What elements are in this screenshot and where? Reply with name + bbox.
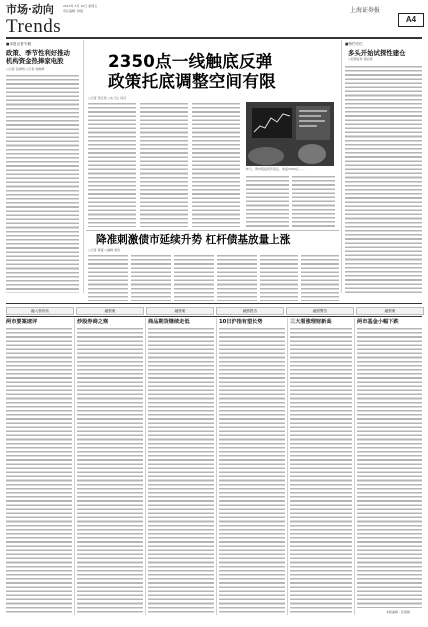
right-headline: 多头开始试探性建仓 [348, 49, 406, 57]
column-divider [354, 318, 355, 615]
second-body-col6 [301, 255, 339, 301]
editor-line: 责任编辑: 钟国 [63, 9, 83, 13]
section-label: 融资报告 [216, 307, 284, 315]
section-title-en: Trends [6, 16, 62, 37]
lead-headline-1: 2350点一线触底反弹 [108, 52, 273, 71]
bottom-headline: 10日沪指有望长势 [219, 319, 263, 325]
column-divider [216, 318, 217, 615]
left-body-text [6, 75, 79, 293]
second-byline: ○记者 黄蕾 ○编辑 黄浩 [88, 248, 121, 252]
bottom-headline: 商品期货继续走低 [148, 319, 190, 325]
lead-headline-2: 政策托底调整空间有限 [108, 72, 276, 91]
second-headline: 降准刺激债市延续升势 杠杆债基放量上涨 [96, 234, 291, 246]
lead-body-col4 [246, 176, 289, 227]
story-divider [86, 230, 339, 231]
bottom-body [77, 328, 143, 615]
second-body-col1 [88, 255, 128, 301]
lead-body-col5 [292, 176, 335, 227]
column-divider [74, 318, 75, 615]
section-label: 融资案 [76, 307, 144, 315]
bottom-headline: 两市基金小幅下跌 [357, 319, 399, 325]
left-headline: 政策、季节性利好推动 机构资金热捧家电股 [6, 49, 70, 65]
masthead-rule [6, 37, 422, 39]
section-label: 融资警告 [286, 307, 354, 315]
section-label: 融资案 [146, 307, 214, 315]
right-kicker: ■特约专栏 [345, 42, 363, 46]
market-screen-photo [246, 102, 334, 166]
lead-body-col2 [140, 103, 188, 227]
second-body-col4 [217, 255, 257, 301]
bottom-headline: 炒股券商之殇 [77, 319, 109, 325]
page-number: A4 [398, 13, 424, 27]
bottom-body [148, 328, 214, 615]
second-body-col2 [131, 255, 171, 301]
date-line: 2013年 5月 10日 星期五 [63, 4, 98, 8]
bottom-body [6, 328, 72, 615]
section-title: 市场·动向 [6, 3, 54, 16]
right-body-text [345, 66, 422, 293]
paper-name: 上海证券报 [350, 7, 381, 14]
lead-body-col1 [88, 103, 136, 227]
second-body-col3 [174, 255, 214, 301]
lead-body-col3 [192, 103, 240, 227]
bottom-body [290, 328, 352, 615]
column-divider [145, 318, 146, 615]
bottom-body [357, 328, 422, 608]
page-footer: 本版编辑 : 张国旗 [386, 610, 410, 614]
bottom-body [219, 328, 285, 615]
column-divider [287, 318, 288, 615]
section-label: 融资案 [356, 307, 424, 315]
photo-caption: 昨日，两市股指低开高走，收复2300点…… [246, 167, 305, 171]
bottom-headline: 两市要案速评 [6, 319, 38, 325]
second-body-col5 [260, 255, 298, 301]
lead-byline: ○记者 周正泰 ○实习生 何丹 [88, 96, 127, 100]
bottom-headline: 三大看涨理财新高 [290, 319, 332, 325]
column-divider [83, 40, 84, 293]
section-strip-rule [6, 303, 422, 304]
column-divider [341, 40, 342, 293]
section-strip-rule [6, 316, 422, 317]
left-byline: ○记者 张晓明 ○记者 刘晓晴 [6, 67, 45, 71]
section-label: 融入资讯站 [6, 307, 74, 315]
right-byline: ○宏源证券 谭洁恩 [348, 57, 373, 61]
left-kicker: ■本报记者专稿 [6, 42, 31, 46]
